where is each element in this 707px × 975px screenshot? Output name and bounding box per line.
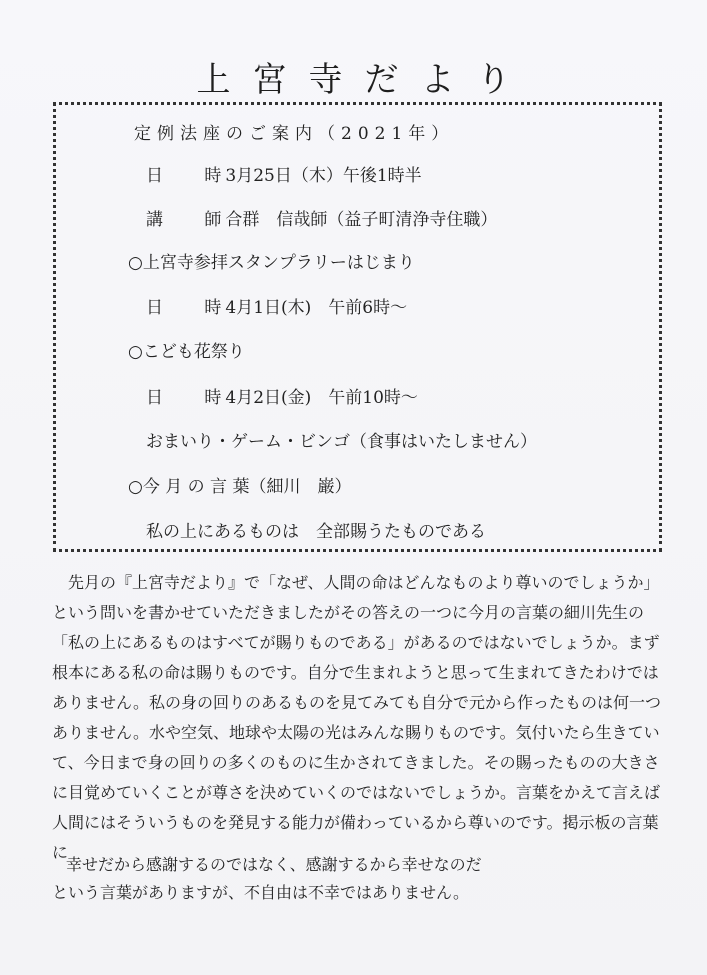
stamp-rally-date-label: 日 時 [146,298,240,318]
notice-heading: 定例法座のご案内（2021年） [134,124,455,144]
stamp-rally-date-value: 4月1日(木) 午前6時～ [225,298,408,318]
notice-box [53,102,662,552]
hanamatsuri-program: おまいり・ゲーム・ビンゴ（食事はいたしません） [146,432,537,452]
stamp-rally-title: ○上宮寺参拝スタンプラリーはじまり [128,253,415,273]
hoza-date-label: 日 時 [146,166,240,186]
hanamatsuri-date-row [146,383,418,408]
hanamatsuri-title: ○こども花祭り [128,342,245,362]
hanamatsuri-date-label: 日 時 [146,388,240,408]
article-paragraph: 先月の『上宮寺だより』で「なぜ、人間の命はどんなものより尊いのでしょうか」という問いを書かせていただきましたがその答えの一つに今月の言葉の細川先生の「私の上にあるものはすべてが賜りものである」があるのではないでしょうか。まず根本にある私の命は賜りものです。自分で生まれようと思って生まれてきたわけではありません。私の身の回りのあるものを見てみても自分で元から作ったものは何一つありません。水や空気、地球や太陽の光はみんな賜りものです。気付いたら生きていて、今日まで身の回りの多くのものに生かされてきました。その賜ったものの大きさに目覚めていくことが尊さを決めていくのではないでしょうか。言葉をかえて言えば人間にはそういうものを発見する能力が備わっているから尊いのです。掲示板の言葉に [52,573,661,862]
words-title: ○今 月 の 言 葉（細川 巌） [128,477,352,497]
hoza-lecturer-value: 合群 信哉師（益子町清浄寺住職） [225,210,498,230]
hoza-date-row [146,161,422,186]
hoza-lecturer-row [146,205,497,230]
stamp-rally-date-row [146,293,407,318]
article-closing: という言葉がありますが、不自由は不幸ではありません。 [52,883,469,902]
hanamatsuri-date-value: 4月2日(金) 午前10時～ [225,388,418,408]
newsletter-title: 上宮寺だより [196,60,533,100]
words-quote: 私の上にあるものは 全部賜うたものである [146,522,486,542]
article-body [52,568,667,868]
hoza-lecturer-label: 講 師 [146,210,240,230]
hoza-date-value: 3月25日（木）午後1時半 [225,166,422,186]
article-quote: 幸せだから感謝するのではなく、感謝するから幸せなのだ [66,855,482,874]
